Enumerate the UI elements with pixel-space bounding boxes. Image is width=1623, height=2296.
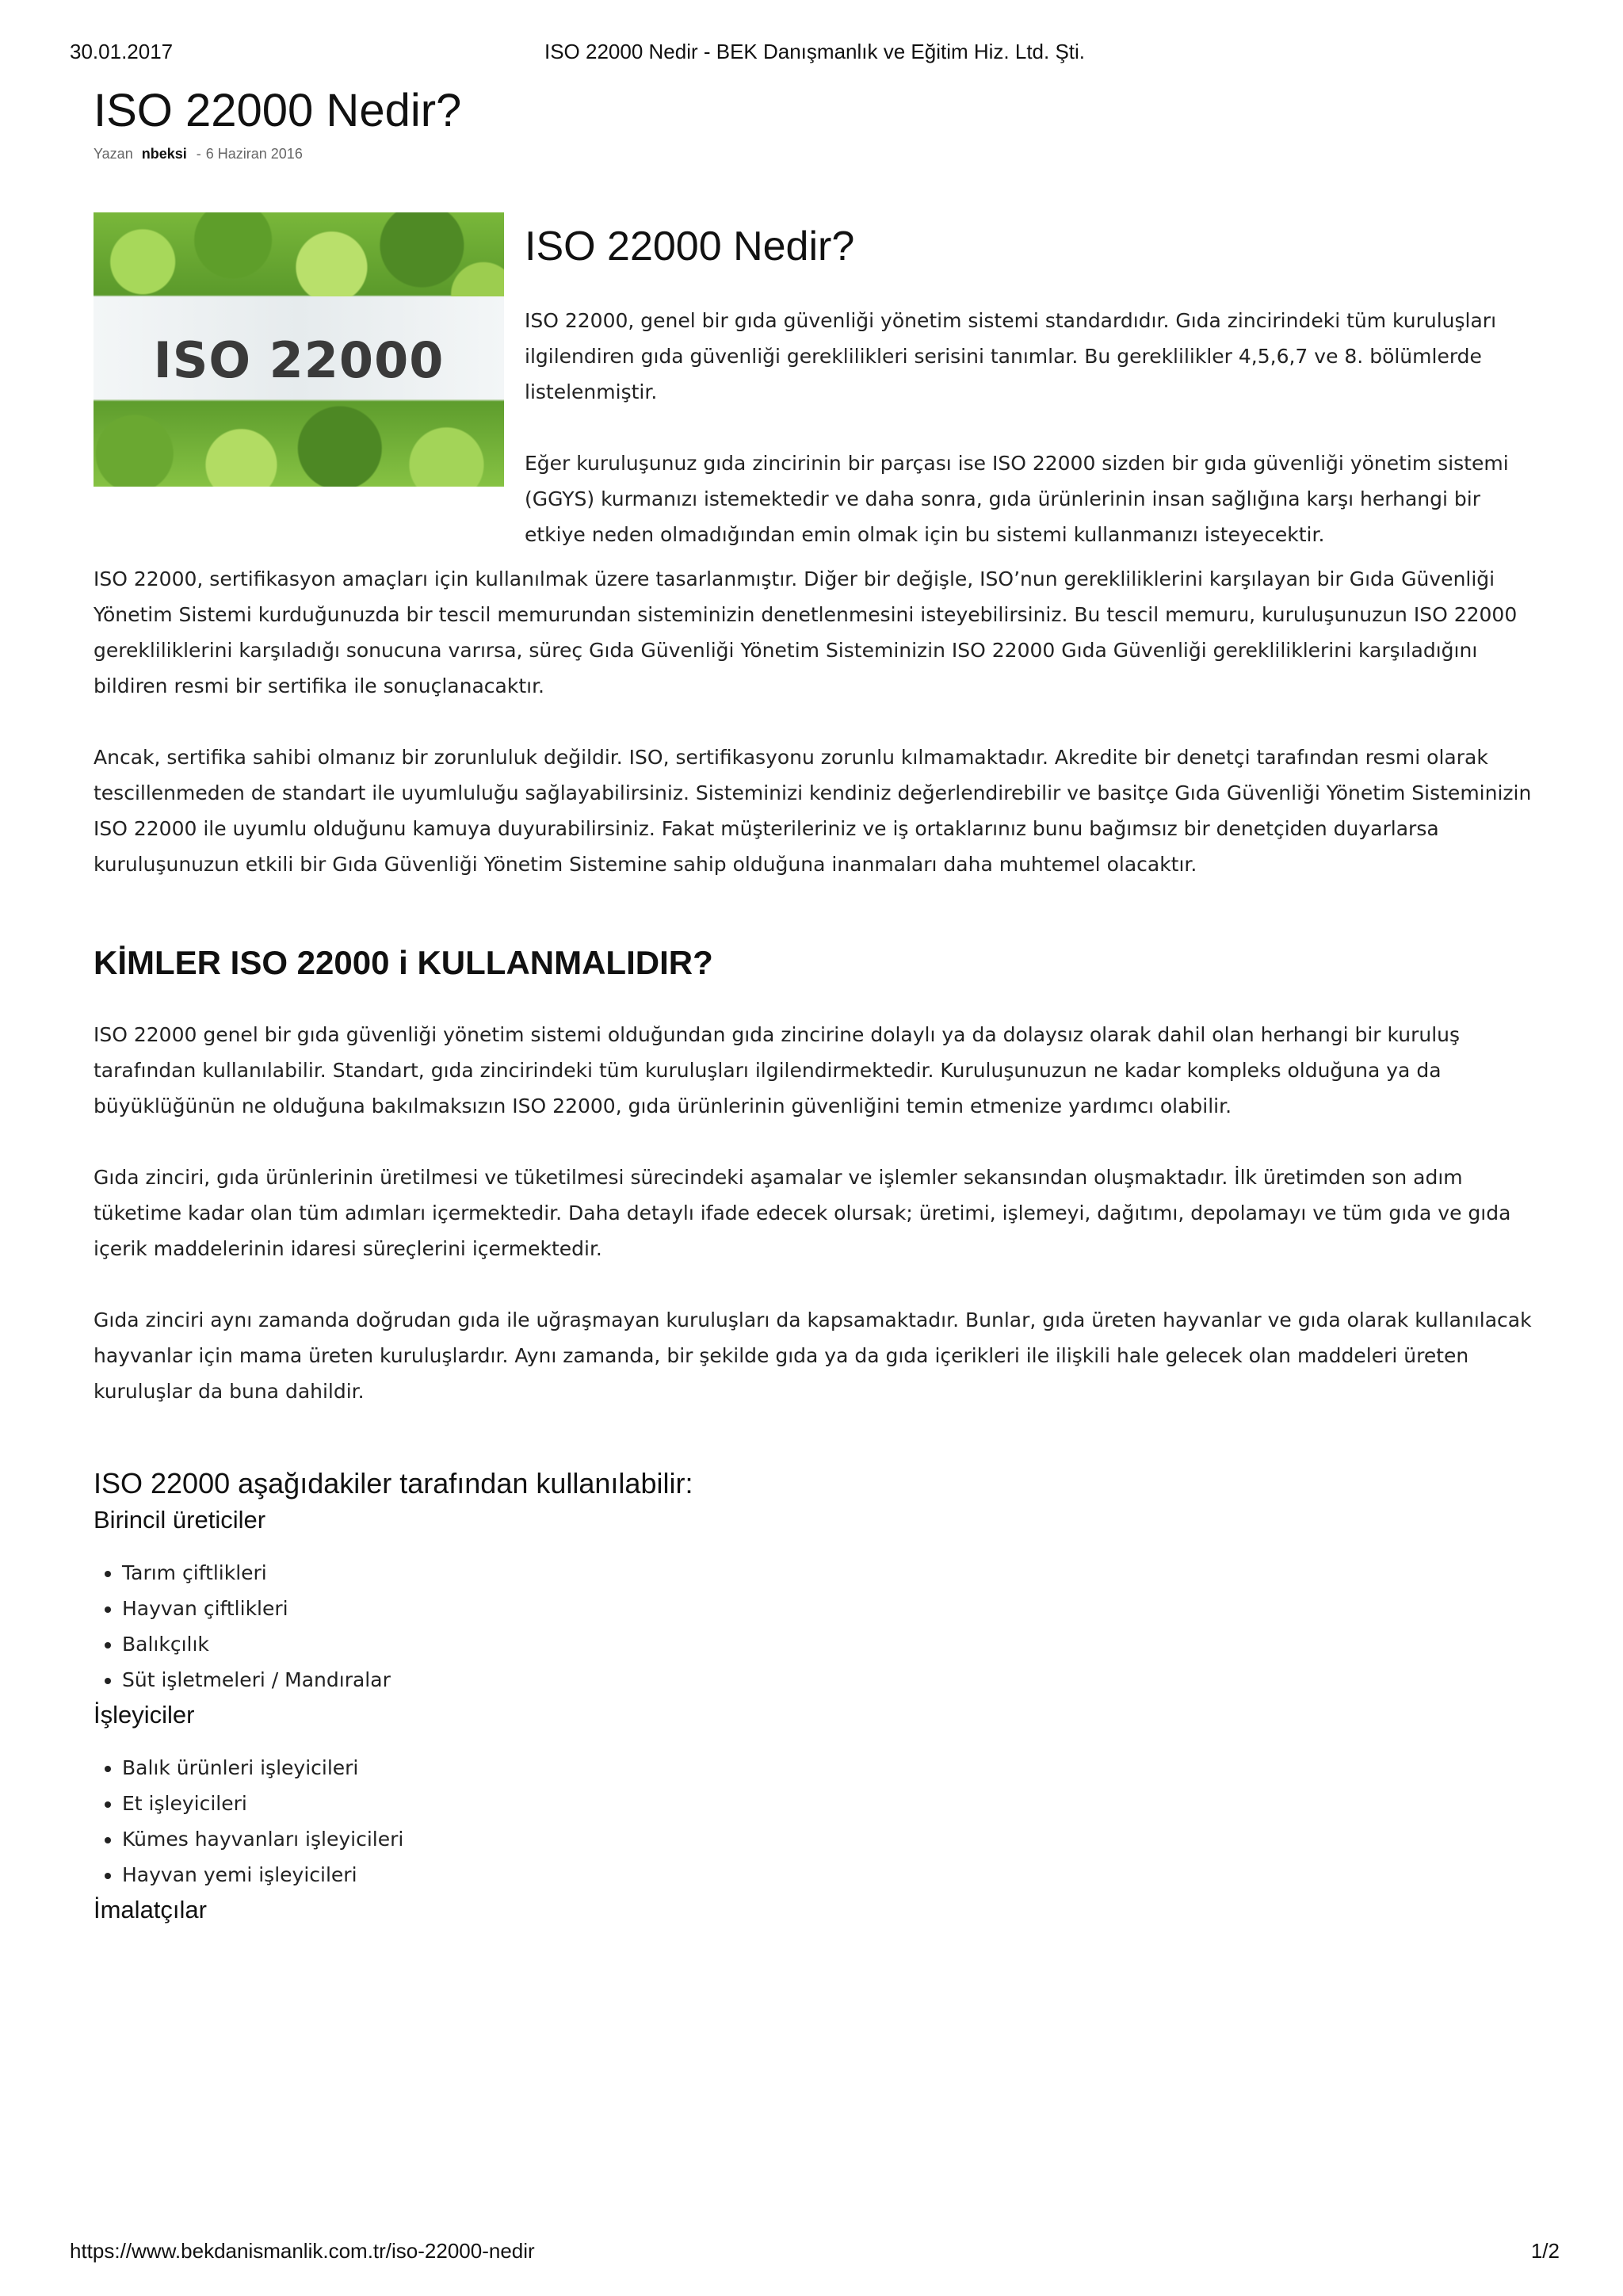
list-item: • Tarım çiftlikleri: [122, 1555, 1539, 1591]
group-heading-processors: İşleyiciler: [94, 1701, 195, 1729]
print-url: https://www.bekdanismanlik.com.tr/iso-22000-nedir: [70, 2239, 535, 2263]
section-paragraph: Gıda zinciri, gıda ürünlerinin üretilmesi ve tüketilmesi sürecindeki aşamalar ve işlemler sekansından oluşmaktadır. İlk üretimden son adım tüketime kadar olan tüm adımları içermektedir. Daha detaylı ifade edecek olursak; üretimi, işlemeyi, dağıtımı, depolamayı ve tüm gıda ve gıda içerik maddelerinin idaresi süreçlerini içermektedir.: [94, 1166, 1511, 1260]
article: [94, 82, 1539, 1927]
hero-image: [94, 212, 504, 487]
print-page-title: ISO 22000 Nedir - BEK Danışmanlık ve Eğitim Hiz. Ltd. Şti.: [544, 40, 1086, 63]
users-heading: ISO 22000 aşağıdakiler tarafından kullanılabilir:: [94, 1467, 693, 1499]
list-item: • Balıkçılık: [122, 1626, 1539, 1662]
section-paragraph: Gıda zinciri aynı zamanda doğrudan gıda ile uğraşmayan kuruluşları da kapsamaktadır. Bunlar, gıda üreten hayvanlar ve gıda olarak kullanılacak hayvanlar için mama üreten kuruluşlardır. Aynı zamanda, bir şekilde gıda ya da gıda içerikleri ile ilişkili hale gelecek olan maddeleri üreten kuruluşlar da buna dahildir.: [94, 1308, 1532, 1403]
post-title: ISO 22000 Nedir?: [94, 85, 462, 136]
intro-paragraph: Eğer kuruluşunuz gıda zincirinin bir parçası ise ISO 22000 sizden bir gıda güvenliği yönetim sistemi (GGYS) kurmanızı istemektedir ve daha sonra, gıda ürünlerinin insan sağlığına karşı herhangi bir etkiye neden olmadığından emin olmak için bu sistemi kullanmanızı isteyecektir.: [525, 452, 1509, 546]
group-heading-manufacturers: İmalatçılar: [94, 1896, 207, 1924]
print-date: 30.01.2017: [70, 40, 174, 63]
article-body: [94, 561, 1539, 1927]
post-meta: [94, 146, 1539, 168]
list-item: • Et işleyicileri: [122, 1786, 1539, 1821]
list-item: • Hayvan yemi işleyicileri: [122, 1857, 1539, 1893]
print-footer: [70, 2239, 1560, 2267]
list-item: • Kümes hayvanları işleyicileri: [122, 1821, 1539, 1857]
hero-image-text: ISO 22000: [153, 331, 445, 389]
intro-block: [94, 212, 1539, 561]
meta-author-link[interactable]: nbeksi: [141, 146, 187, 162]
body-paragraph: Ancak, sertifika sahibi olmanız bir zorunluluk değildir. ISO, sertifikasyonu zorunlu kılmamaktadır. Akredite bir denetçi tarafından resmi olarak tescillenmeden de standart ile uyumluluğu sağlayabilirsiniz. Sisteminizi kendiniz değerlendirebilir ve basitçe Gıda Güvenliği Yönetim Sisteminizin ISO 22000 ile uyumlu olduğunu kamuya duyurabilirsiniz. Fakat müşterileriniz ve iş ortaklarınız bunu bağımsız bir denetçiden duyarlarsa kuruluşunuzun etkili bir Gıda Güvenliği Yönetim Sistemine sahip olduğuna inanmaları daha muhtemel olacaktır.: [94, 746, 1532, 876]
list-processors: [94, 1750, 1539, 1893]
group-heading-primary-producers: Birincil üreticiler: [94, 1506, 266, 1534]
intro-text: [525, 212, 1539, 552]
list-item: • Hayvan çiftlikleri: [122, 1591, 1539, 1626]
section-heading: KİMLER ISO 22000 i KULLANMALIDIR?: [94, 944, 713, 981]
section-paragraph: ISO 22000 genel bir gıda güvenliği yönetim sistemi olduğundan gıda zincirine dolaylı ya da dolaysız olarak dahil olan herhangi bir kuruluş tarafından kullanılabilir. Standart, gıda zincirindeki tüm kuruluşları ilgilendirmektedir. Kuruluşunuzun ne kadar kompleks olduğuna ya da büyüklüğünün ne olduğuna bakılmaksızın ISO 22000, gıda ürünlerinin güvenliğini temin etmenize yardımcı olabilir.: [94, 1023, 1461, 1117]
meta-separator: -: [196, 146, 201, 162]
intro-paragraph: ISO 22000, genel bir gıda güvenliği yönetim sistemi standardıdır. Gıda zincirindeki tüm kuruluşları ilgilendiren gıda güvenliği gereklilikleri serisini tanımlar. Bu gereklilikler 4,5,6,7 ve 8. bölümlerde listelenmiştir.: [525, 309, 1497, 403]
intro-title: ISO 22000 Nedir?: [525, 223, 855, 269]
list-item: • Balık ürünleri işleyicileri: [122, 1750, 1539, 1786]
list-item: • Süt işletmeleri / Mandıralar: [122, 1662, 1539, 1698]
meta-by: Yazan: [94, 146, 133, 162]
meta-date: 6 Haziran 2016: [205, 146, 303, 162]
print-header: [70, 40, 1560, 68]
list-primary-producers: [94, 1555, 1539, 1698]
body-paragraph: ISO 22000, sertifikasyon amaçları için kullanılmak üzere tasarlanmıştır. Diğer bir değişle, ISO’nun gerekliliklerini karşılayan bir Gıda Güvenliği Yönetim Sistemi kurduğunuzda bir tescil memurundan sisteminizin denetlenmesini isteyebilirsiniz. Bu tescil memuru, kuruluşunuzun ISO 22000 gerekliliklerini karşıladığı sonucuna varırsa, süreç Gıda Güvenliği Yönetim Sisteminizin ISO 22000 Gıda Güvenliği gerekliliklerini karşıladığını bildiren resmi bir sertifika ile sonuçlanacaktır.: [94, 567, 1518, 697]
print-page-number: 1/2: [1530, 2239, 1560, 2263]
